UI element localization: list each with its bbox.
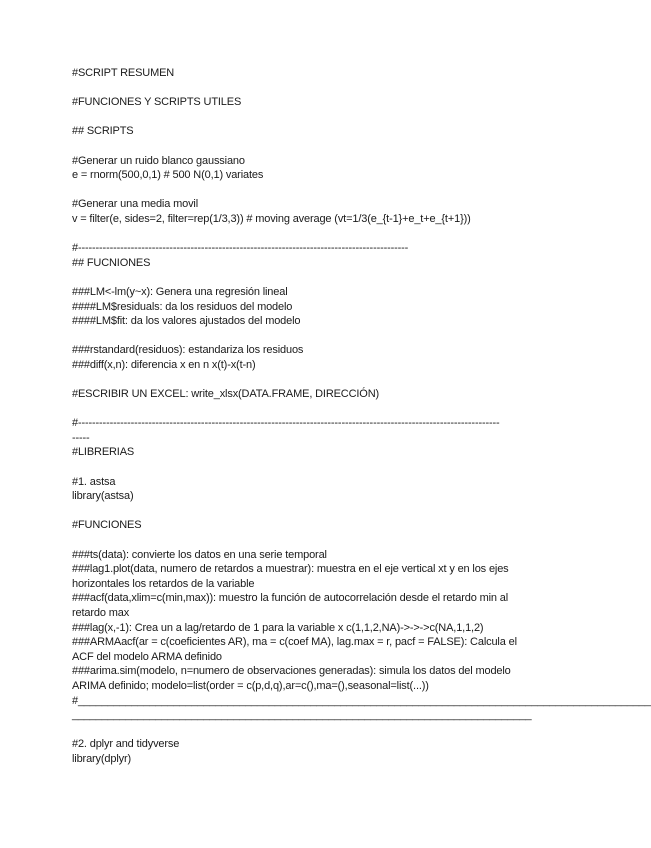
document-body [72,66,651,767]
blank-line [72,504,532,519]
note-armaacf: ###ARMAacf(ar = c(coeficientes AR), ma = c(coef MA), lag.max = r, pacf = FALSE): Calcula el ACF del modelo ARMA definido [72,636,517,663]
comment-ruido-blanco: #Generar un ruido blanco gaussiano [72,154,245,167]
blank-line [72,110,532,125]
separator-line-continued: ----- [72,431,90,444]
code-filter: v = filter(e, sides=2, filter=rep(1/3,3)) # moving average (vt=1/3(e_{t-1}+e_t+e_{t+1})) [72,212,471,225]
separator-underscore: #________________________________________________________________________________________________ [72,694,651,707]
note-lm-residuals: ####LM$residuals: da los residuos del modelo [72,300,293,313]
blank-line [72,270,532,285]
blank-line [72,81,532,96]
note-rstandard: ###rstandard(residuos): estandariza los residuos [72,344,304,357]
blank-line [72,723,532,738]
note-lm: ###LM<-lm(y~x): Genera una regresión lineal [72,285,288,298]
blank-line [72,329,532,344]
blank-line [72,372,532,387]
note-acf: ###acf(data,xlim=c(min,max)): muestro la función de autocorrelación desde el retardo min al retardo max [72,592,509,619]
blank-line [72,183,532,198]
code-library-dplyr: library(dplyr) [72,752,132,765]
code-rnorm: e = rnorm(500,0,1) # 500 N(0,1) variates [72,169,264,182]
heading-funciones-scripts: #FUNCIONES Y SCRIPTS UTILES [72,96,242,109]
heading-astsa: #1. astsa [72,475,116,488]
blank-line [72,533,532,548]
note-ts: ###ts(data): convierte los datos en una serie temporal [72,548,327,561]
note-lag1-plot: ###lag1.plot(data, numero de retardos a muestrar): muestra en el eje vertical xt y en los ejes horizontales los retardos de la variable [72,563,509,590]
heading-script-resumen: #SCRIPT RESUMEN [72,67,175,79]
separator-underscore-continued: _____________________________________________________________________________ [72,709,532,722]
code-library-astsa: library(astsa) [72,490,134,503]
heading-scripts: ## SCRIPTS [72,125,134,138]
heading-dplyr: #2. dplyr and tidyverse [72,738,180,751]
separator-line: #------------------------------------------------------------------------------------------------------------------------ [72,417,500,430]
heading-fucniones: ## FUCNIONES [72,256,151,269]
blank-line [72,227,532,242]
blank-line [72,139,532,154]
note-arima-sim: ###arima.sim(modelo, n=numero de observaciones generadas): simula los datos del modelo ARIMA definido; modelo=list(order = c(p,d,q),ar=c(),ma=(),seasonal=list(...)) [72,665,511,692]
note-lm-fit: ####LM$fit: da los valores ajustados del modelo [72,315,301,328]
comment-media-movil: #Generar una media movil [72,198,199,211]
note-escribir-excel: #ESCRIBIR UN EXCEL: write_xlsx(DATA.FRAME, DIRECCIÓN) [72,388,380,401]
blank-line [72,402,532,417]
heading-librerias: #LIBRERIAS [72,446,135,459]
note-lag: ###lag(x,-1): Crea un a lag/retardo de 1 para la variable x c(1,1,2,NA)->->->c(NA,1,1,2) [72,621,484,634]
separator-line: #---------------------------------------------------------------------------------------------- [72,242,409,255]
note-diff: ###diff(x,n): diferencia x en n x(t)-x(t-n) [72,358,256,371]
blank-line [72,460,532,475]
heading-funciones: #FUNCIONES [72,519,142,532]
